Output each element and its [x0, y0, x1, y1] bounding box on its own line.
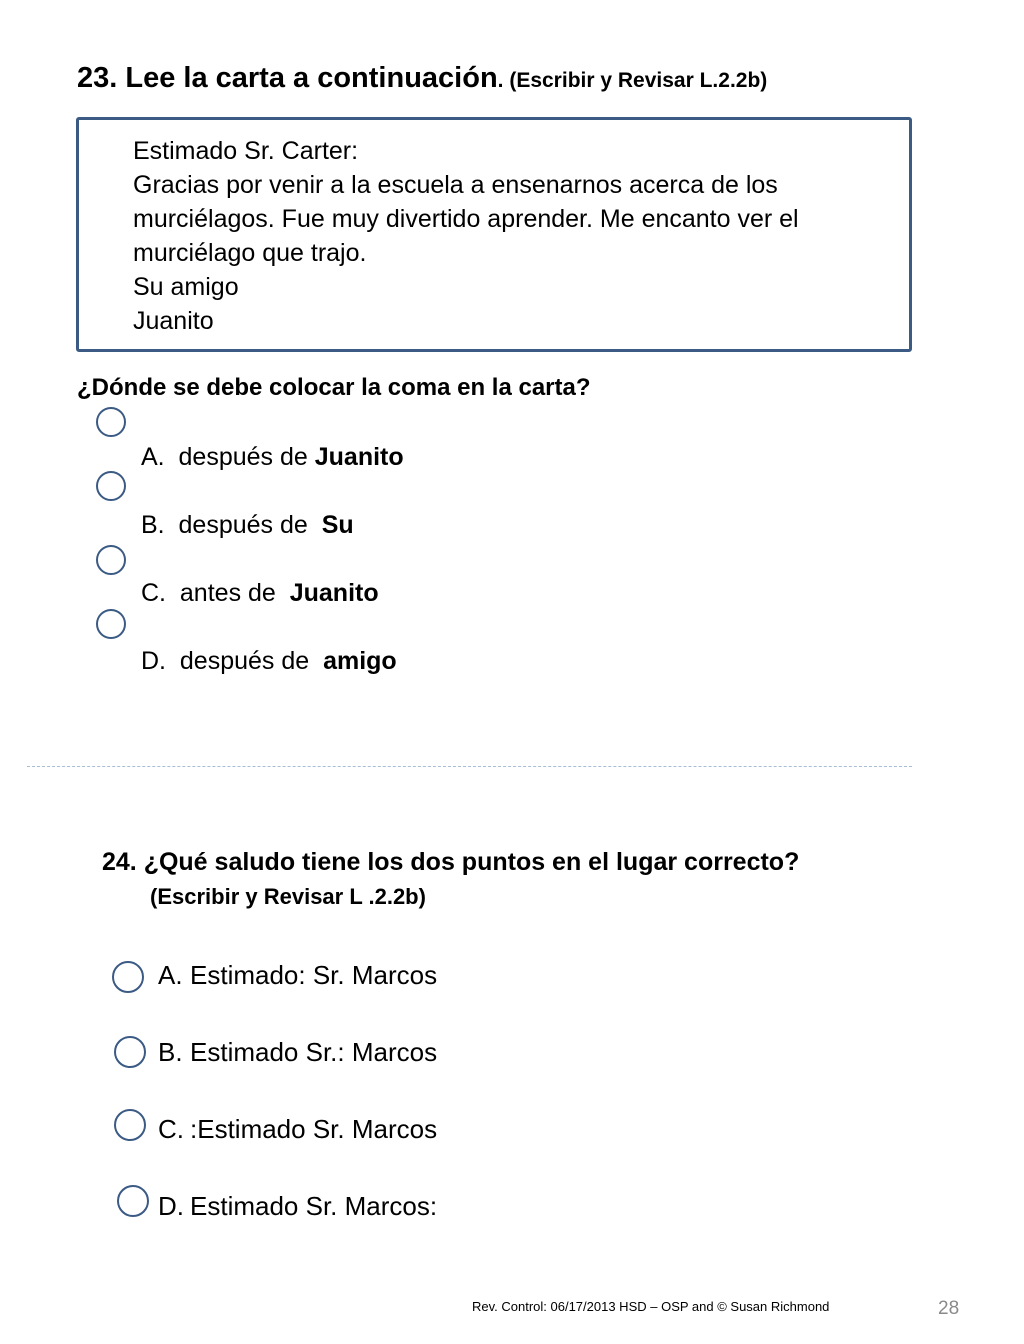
option-text: antes de [179, 579, 283, 607]
option-keyword: Su [321, 511, 354, 539]
option-letter: B. [141, 511, 165, 539]
option-letter: A. [141, 443, 165, 471]
option-text: Estimado: Sr. Marcos [190, 960, 438, 990]
option-text: Estimado Sr. Marcos: [190, 1191, 438, 1221]
option-letter: D. [141, 647, 166, 675]
question-23-standard: . (Escribir y Revisar L.2.2b) [497, 69, 768, 92]
option-keyword: amigo [323, 647, 397, 675]
option-b [141, 511, 354, 540]
radio-option-b[interactable] [96, 471, 126, 501]
option-a [141, 443, 404, 472]
option-letter: C. [158, 1114, 184, 1144]
footer-revision: Rev. Control: 06/17/2013 HSD – OSP and © Susan Richmond [472, 1299, 830, 1314]
option-d [141, 647, 397, 676]
radio-option-b[interactable] [114, 1036, 146, 1068]
question-23-title-main: 23. Lee la carta a continuación [77, 62, 498, 94]
radio-option-a[interactable] [112, 961, 144, 993]
option-text: después de [179, 647, 317, 675]
section-divider [27, 766, 912, 767]
letter-body-line: murciélagos. Fue muy divertido aprender. Me encanto ver el [133, 205, 799, 233]
question-23-title [77, 62, 767, 95]
radio-option-d[interactable] [117, 1185, 149, 1217]
letter-body-line: Gracias por venir a la escuela a ensenarnos acerca de los [133, 171, 778, 199]
question-24-standard: (Escribir y Revisar L .2.2b) [150, 884, 426, 909]
question-24-title: 24. ¿Qué saludo tiene los dos puntos en el lugar correcto? [102, 848, 800, 876]
radio-option-d[interactable] [96, 609, 126, 639]
letter-closing: Su amigo [133, 273, 239, 301]
letter-body-line: murciélago que trajo. [133, 239, 367, 267]
option-c [141, 579, 379, 608]
option-text: :Estimado Sr. Marcos [190, 1114, 438, 1144]
option-d [158, 1191, 437, 1222]
option-text: después de [178, 511, 315, 539]
option-text: Estimado Sr.: Marcos [190, 1037, 438, 1067]
option-letter: C. [141, 579, 166, 607]
option-letter: B. [158, 1037, 183, 1067]
option-b [158, 1037, 437, 1068]
radio-option-c[interactable] [96, 545, 126, 575]
option-keyword: Juanito [314, 443, 404, 471]
option-c [158, 1114, 437, 1145]
radio-option-a[interactable] [96, 407, 126, 437]
option-letter: D. [158, 1191, 184, 1221]
option-letter: A. [158, 960, 183, 990]
option-text: después de [178, 443, 315, 471]
letter-signature: Juanito [133, 307, 214, 335]
letter-greeting: Estimado Sr. Carter: [133, 137, 359, 165]
page-number: 28 [938, 1298, 960, 1319]
radio-option-c[interactable] [114, 1109, 146, 1141]
question-23-prompt: ¿Dónde se debe colocar la coma en la carta? [77, 374, 591, 401]
option-keyword: Juanito [289, 579, 379, 607]
option-a [158, 960, 437, 991]
